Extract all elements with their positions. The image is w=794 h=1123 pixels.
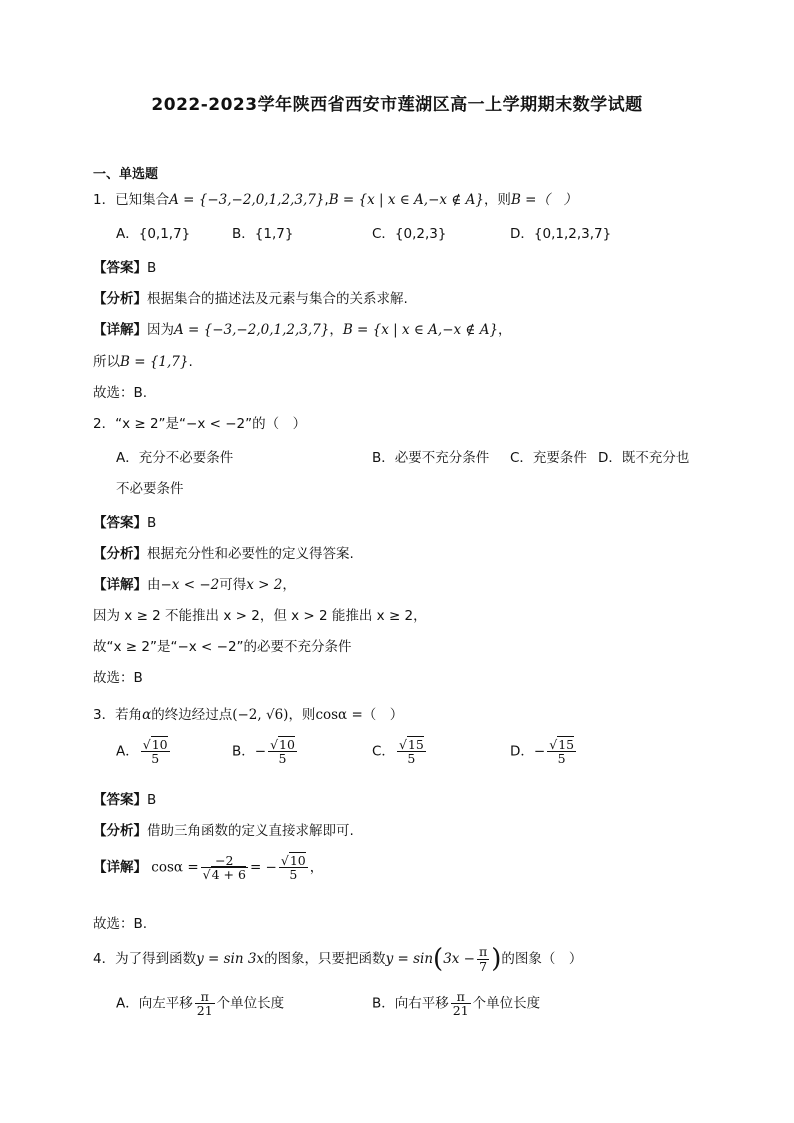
q1-set-a: A = {−3,−2,0,1,2,3,7} [169, 192, 325, 208]
q3-option-a-num: 10 [151, 737, 168, 752]
q2-answer [93, 511, 156, 531]
q4-option-a-tail: 个单位长度 [216, 995, 285, 1012]
q3-option-b-letter: B． [232, 743, 255, 760]
q2-option-d: D．既不充分也 [598, 450, 690, 466]
q3-stem-text-4: cosα =（ ） [315, 707, 404, 723]
q2-detail-line2: 因为 x ≥ 2 不能推出 x > 2，但 x > 2 能推出 x ≥ 2， [93, 608, 427, 624]
q2-option-c: C．充要条件 [510, 450, 587, 466]
detail-label: 【详解】 [93, 322, 147, 338]
q1-detail-text: 因为 [147, 322, 174, 338]
q1-number: 1． [93, 192, 116, 208]
q1-stem-text: 已知集合 [115, 192, 170, 208]
q3-option-b-num: 10 [279, 737, 295, 752]
q3-analysis [93, 819, 354, 839]
q4-option-b-frac [451, 990, 471, 1017]
q1-option-c: C．{0,2,3} [372, 226, 447, 242]
q4-option-b-tail: 个单位长度 [472, 995, 541, 1012]
q3-number: 3． [93, 707, 116, 723]
q1-stem-text-3: B =（ ） [510, 192, 577, 208]
analysis-label: 【分析】 [93, 546, 147, 562]
q1-stem-text-2: ，则 [483, 192, 511, 208]
q2-stem-text: “x ≥ 2”是“−x < −2”的（ ） [115, 416, 307, 432]
q3-option-b [232, 738, 299, 765]
q4-seven: 7 [479, 958, 488, 974]
q3-option-a-frac: $\frac{√10}{5}$ [142, 737, 168, 767]
q2-analysis [93, 542, 354, 562]
q3-option-d-sign: − [533, 743, 546, 760]
q4-func2: y = sin [385, 951, 434, 967]
q1-answer [93, 256, 156, 276]
q1-detail-line2-math: B = {1,7} [120, 354, 189, 370]
q3-option-a-den: 5 [151, 751, 160, 767]
analysis-label: 【分析】 [93, 291, 147, 307]
q2-option-b: B．必要不充分条件 [372, 450, 490, 466]
q2-conclusion: 故选：B [93, 670, 143, 686]
q3-option-d-frac: $\frac{√15}{5}$ [549, 737, 575, 767]
q1-detail-comma: ， [329, 322, 343, 338]
answer-label: 【答案】 [93, 792, 147, 808]
q4-option-b-den: 21 [452, 1003, 469, 1019]
q3-stem-text-3: ，则 [288, 707, 316, 723]
q3-option-c-letter: C． [372, 743, 395, 760]
q2-stem [93, 412, 306, 432]
q4-option-b-pi: π [451, 990, 471, 1004]
answer-label: 【答案】 [93, 260, 147, 276]
q1-option-a: A．{0,1,7} [116, 226, 191, 242]
q3-option-c-num: 15 [407, 737, 424, 752]
q3-detail-lhs: cosα = [151, 859, 199, 876]
q3-option-d [510, 738, 578, 765]
q3-conclusion: 故选：B. [93, 916, 148, 932]
q3-option-a [116, 738, 172, 765]
q2-detail-math2: x > 2 [246, 577, 283, 593]
q4-pi: π [479, 944, 488, 960]
q2-option-a: A．充分不必要条件 [116, 450, 234, 466]
q1-detail-line2 [93, 350, 193, 370]
q2-detail-text-2: 可得 [219, 577, 247, 593]
q3-detail-num2: 10 [289, 853, 306, 868]
q4-number: 4． [93, 951, 116, 967]
q2-analysis-text: 根据充分性和必要性的定义得答案. [147, 546, 354, 562]
q2-detail [93, 573, 296, 593]
q1-answer-value: B [147, 260, 157, 276]
q3-option-b-den: 5 [278, 751, 287, 767]
q1-detail-set-b: B = {x | x ∈ A,−x ∉ A} [342, 322, 499, 338]
section-heading: 一、单选题 [93, 167, 159, 182]
q3-stem-text-2: 的终边经过点 [151, 707, 233, 723]
q2-number: 2． [93, 416, 116, 432]
q2-detail-math1: −x < −2 [160, 577, 220, 593]
q3-option-d-num: 15 [558, 737, 575, 752]
q4-option-a-frac [195, 990, 215, 1017]
q4-option-b [372, 990, 540, 1017]
q1-detail-set-a: A = {−3,−2,0,1,2,3,7} [174, 322, 330, 338]
q4-stem: 4．为了得到函数y = sin 3x的图象，只要把函数y = sin(3x − $\frac{\pi}{7}$ )的图象（ ） [93, 944, 583, 974]
q1-option-d: D．{0,1,2,3,7} [510, 226, 612, 242]
q3-stem [93, 703, 403, 723]
q1-option-b: B．{1,7} [232, 226, 294, 242]
q2-answer-value: B [147, 515, 157, 531]
analysis-label: 【分析】 [93, 823, 147, 839]
q4-func1: y = sin 3x [196, 951, 265, 967]
q1-analysis-text: 根据集合的描述法及元素与集合的关系求解. [147, 291, 408, 307]
q4-option-a [116, 990, 284, 1017]
q3-answer-value: B [147, 792, 157, 808]
q3-stem-text: 若角 [115, 707, 143, 723]
q3-detail-den: 4 + 6 [211, 867, 246, 883]
q3-detail-end: ， [309, 859, 324, 876]
q4-func2-inner: 3x − [443, 951, 475, 967]
q1-detail-line2-end: . [188, 354, 193, 370]
q1-detail-comma-2: ， [498, 322, 512, 338]
q4-option-a-den: 21 [196, 1003, 213, 1019]
q1-stem: 1．已知集合A = {−3,−2,0,1,2,3,7},B = {x | x ∈ A,−x ∉ A}，则B =（ ） [93, 192, 577, 208]
q3-detail-frac1: $\frac{-2}{√4 + 6}$ [202, 853, 246, 883]
q3-option-a-letter: A． [116, 743, 139, 760]
q3-detail-den2: 5 [289, 867, 298, 883]
q3-detail-eq: = − [249, 859, 277, 876]
q4-option-b-text: B．向右平移 [372, 995, 449, 1012]
q2-detail-text: 由 [147, 577, 161, 593]
q1-set-b: B = {x | x ∈ A,−x ∉ A} [328, 192, 484, 208]
q1-analysis [93, 287, 408, 307]
q1-detail [93, 318, 512, 338]
q3-option-b-sign: − [254, 743, 267, 760]
q3-option-c-frac: $\frac{√15}{5}$ [398, 737, 424, 767]
q4-stem-text-3: 的图象（ ） [501, 951, 583, 967]
q3-alpha: α [142, 707, 152, 723]
q3-detail [93, 854, 323, 881]
q3-option-d-den: 5 [557, 751, 566, 767]
q2-detail-comma: ， [282, 577, 296, 593]
q4-stem-text-2: 的图象，只要把函数 [264, 951, 386, 967]
answer-label: 【答案】 [93, 515, 147, 531]
q4-stem-text: 为了得到函数 [115, 951, 197, 967]
q2-detail-line3: 故“x ≥ 2”是“−x < −2”的必要不充分条件 [93, 639, 352, 655]
page-title: 2022-2023学年陕西省西安市莲湖区高一上学期期末数学试题 [151, 95, 643, 115]
q3-option-c-den: 5 [407, 751, 416, 767]
q3-option-d-letter: D． [510, 743, 534, 760]
q3-answer [93, 788, 156, 808]
q4-option-a-text: A．向左平移 [116, 995, 193, 1012]
q3-option-c [372, 738, 428, 765]
q3-detail-num: −2 [201, 854, 248, 868]
q4-func2-frac [477, 945, 489, 972]
q1-detail-line2-text: 所以 [93, 354, 120, 370]
q1-conclusion: 故选：B. [93, 385, 148, 401]
q2-option-d-wrap: 不必要条件 [116, 481, 184, 497]
detail-label: 【详解】 [93, 859, 147, 876]
q3-detail-frac2: $\frac{√10}{5}$ [280, 853, 306, 883]
q3-point: (−2, √6) [232, 707, 289, 723]
q3-option-b-frac: $\frac{√10}{5}$ [270, 737, 295, 767]
q4-option-a-pi: π [195, 990, 215, 1004]
q3-analysis-text: 借助三角函数的定义直接求解即可. [147, 823, 354, 839]
detail-label: 【详解】 [93, 577, 147, 593]
